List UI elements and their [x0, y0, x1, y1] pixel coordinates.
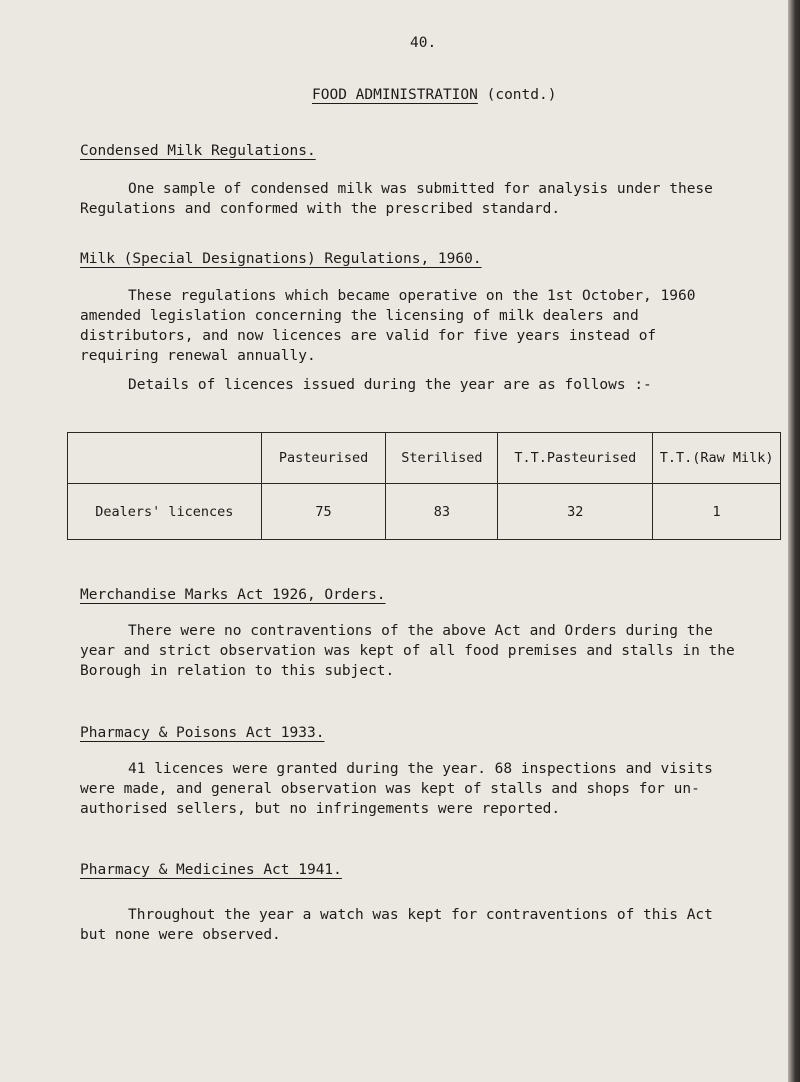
licence-details-intro: Details of licences issued during the year are as follows :-: [128, 377, 652, 393]
table-header-cell: T.T.(Raw Milk): [653, 433, 781, 484]
table-header-cell: T.T.Pasteurised: [498, 433, 653, 484]
section-title-merchandise: Merchandise Marks Act 1926, Orders.: [80, 587, 386, 603]
section-body-poisons: 41 licences were granted during the year. 68 inspections and visits were made, and general observation was kept of stalls and shops for un- authorised sellers, but no infringements were reported.: [80, 761, 713, 817]
page-heading: [312, 85, 556, 105]
table-header-cell: Sterilised: [386, 433, 498, 484]
section-body-merchandise: There were no contraventions of the above Act and Orders during the year and strict observation was kept of all food premises and stalls in the Borough in relation to this subject.: [80, 623, 735, 679]
licences-table: [67, 432, 781, 540]
table-cell: 32: [498, 484, 653, 540]
page-edge-shadow: [788, 0, 800, 1082]
section-body-special: These regulations which became operative on the 1st October, 1960 amended legislation concerning the licensing of milk dealers and distributors, and now licences are valid for five years instead of requiring renewal annually.: [80, 288, 696, 364]
table-cell: 75: [261, 484, 386, 540]
table-header-cell: [68, 433, 262, 484]
heading-title: FOOD ADMINISTRATION: [312, 87, 478, 103]
section-title-poisons: Pharmacy & Poisons Act 1933.: [80, 725, 325, 741]
section-title-condensed: Condensed Milk Regulations.: [80, 143, 316, 159]
table-row: [68, 484, 781, 540]
table-cell: 83: [386, 484, 498, 540]
section-body-medicines: Throughout the year a watch was kept for contraventions of this Act but none were observed.: [80, 907, 713, 943]
section-body-condensed: One sample of condensed milk was submitted for analysis under these Regulations and conformed with the prescribed standard.: [80, 181, 713, 217]
table-header-cell: Pasteurised: [261, 433, 386, 484]
table-header-row: [68, 433, 781, 484]
heading-suffix: (contd.): [486, 87, 557, 103]
table-row-label: Dealers' licences: [68, 484, 262, 540]
page-number: 40.: [410, 35, 437, 51]
section-title-special: Milk (Special Designations) Regulations, 1960.: [80, 251, 482, 267]
section-title-medicines: Pharmacy & Medicines Act 1941.: [80, 862, 342, 878]
table-cell: 1: [653, 484, 781, 540]
